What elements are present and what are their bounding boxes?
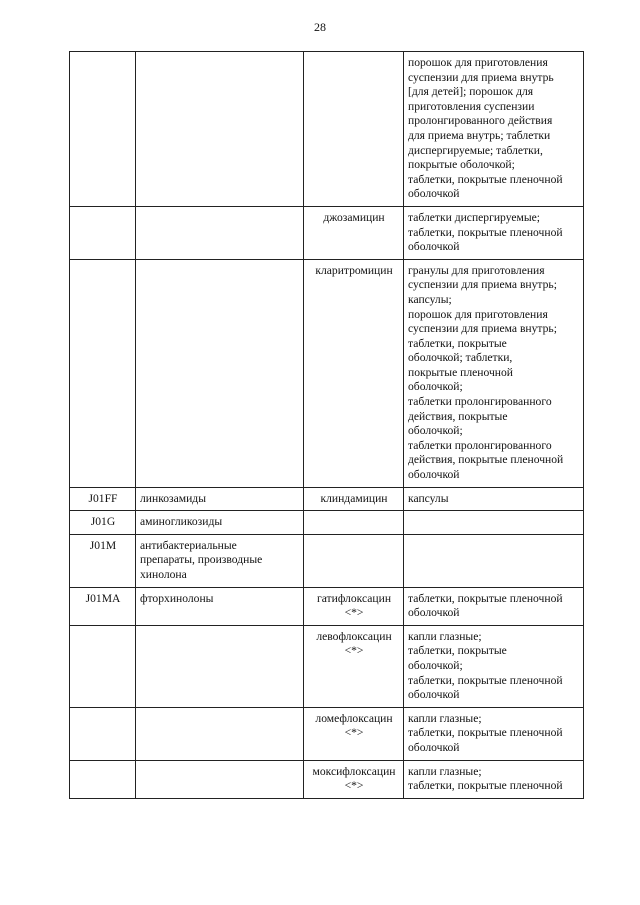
- dosage-forms-line: покрытые пленочной: [408, 365, 513, 379]
- dosage-forms-line: таблетки, покрытые пленочной: [408, 779, 563, 793]
- drug-name-line: <*>: [344, 779, 364, 793]
- table-row: [70, 534, 584, 587]
- dosage-forms-cell: [404, 587, 584, 625]
- dosage-forms-line: оболочкой;: [408, 424, 463, 438]
- dosage-forms-line: таблетки, покрытые пленочной: [408, 726, 563, 740]
- dosage-forms-line: действия, покрытые пленочной: [408, 453, 564, 467]
- drug-name-line: клиндамицин: [320, 491, 388, 505]
- dosage-forms-line: порошок для приготовления: [408, 56, 548, 69]
- drug-name-cell: [304, 760, 404, 798]
- dosage-forms-line: таблетки, покрытые: [408, 336, 507, 350]
- dosage-forms-line: суспензии для приема внутрь;: [408, 278, 557, 292]
- dosage-forms-cell: [404, 534, 584, 587]
- drug-name-line: <*>: [344, 606, 364, 620]
- dosage-forms-line: покрытые оболочкой;: [408, 158, 515, 172]
- dosage-forms-line: таблетки, покрытые пленочной: [408, 673, 563, 687]
- atc-code-cell: [70, 52, 136, 207]
- dosage-forms-line: оболочкой: [408, 187, 460, 201]
- drug-name-line: левофлоксацин: [316, 629, 392, 643]
- medications-table-body: [70, 52, 584, 799]
- group-cell: [136, 259, 304, 487]
- dosage-forms-line: капли глазные;: [408, 764, 482, 778]
- dosage-forms-line: таблетки, покрытые: [408, 644, 507, 658]
- group-line: аминогликозиды: [140, 515, 223, 529]
- group-cell: [136, 206, 304, 259]
- dosage-forms-line: оболочкой; таблетки,: [408, 351, 513, 365]
- drug-name-cell: [304, 52, 404, 207]
- dosage-forms-line: капли глазные;: [408, 629, 482, 643]
- dosage-forms-line: суспензии для приема внутрь: [408, 70, 554, 84]
- dosage-forms-line: капсулы: [408, 491, 449, 505]
- dosage-forms-line: суспензии для приема внутрь;: [408, 322, 557, 336]
- atc-code-cell: J01G: [70, 511, 136, 535]
- group-cell: [136, 534, 304, 587]
- dosage-forms-cell: [404, 206, 584, 259]
- atc-code-cell: J01M: [70, 534, 136, 587]
- drug-name-cell: [304, 259, 404, 487]
- atc-code-cell: J01FF: [70, 487, 136, 511]
- drug-name-line: <*>: [344, 644, 364, 658]
- table-row: [70, 707, 584, 760]
- dosage-forms-line: капли глазные;: [408, 711, 482, 725]
- group-line: хинолона: [140, 568, 187, 581]
- atc-code-cell: [70, 625, 136, 707]
- group-cell: [136, 760, 304, 798]
- drug-name-line: джозамицин: [323, 210, 385, 224]
- group-cell: [136, 587, 304, 625]
- drug-name-cell: [304, 707, 404, 760]
- dosage-forms-line: порошок для приготовления: [408, 307, 548, 321]
- dosage-forms-cell: [404, 625, 584, 707]
- atc-code-cell: J01MA: [70, 587, 136, 625]
- dosage-forms-cell: [404, 487, 584, 511]
- group-line: антибактериальные: [140, 538, 237, 552]
- drug-name-cell: [304, 487, 404, 511]
- table-row: [70, 625, 584, 707]
- dosage-forms-line: оболочкой: [408, 468, 460, 482]
- drug-name-cell: [304, 206, 404, 259]
- dosage-forms-line: оболочкой;: [408, 380, 463, 394]
- dosage-forms-line: таблетки диспергируемые;: [408, 210, 540, 224]
- dosage-forms-cell: [404, 760, 584, 798]
- group-line: линкозамиды: [140, 491, 206, 505]
- group-cell: [136, 52, 304, 207]
- dosage-forms-line: капсулы;: [408, 292, 452, 306]
- drug-name-cell: [304, 534, 404, 587]
- dosage-forms-line: таблетки пролонгированного: [408, 438, 552, 452]
- dosage-forms-line: таблетки пролонгированного: [408, 395, 552, 409]
- dosage-forms-line: действия, покрытые: [408, 409, 508, 423]
- atc-code-cell: [70, 707, 136, 760]
- dosage-forms-line: диспергируемые; таблетки,: [408, 143, 543, 157]
- table-row: [70, 587, 584, 625]
- dosage-forms-line: таблетки, покрытые пленочной: [408, 172, 563, 186]
- dosage-forms-line: оболочкой: [408, 740, 460, 754]
- dosage-forms-line: оболочкой: [408, 606, 460, 620]
- dosage-forms-line: гранулы для приготовления: [408, 263, 545, 277]
- drug-name-cell: [304, 587, 404, 625]
- atc-code-cell: [70, 259, 136, 487]
- table-row: [70, 511, 584, 535]
- drug-name-line: гатифлоксацин: [316, 591, 392, 605]
- medications-table: [69, 51, 584, 799]
- dosage-forms-line: оболочкой: [408, 688, 460, 702]
- atc-code-cell: [70, 760, 136, 798]
- drug-name-line: моксифлоксацин: [312, 764, 396, 778]
- dosage-forms-cell: [404, 707, 584, 760]
- dosage-forms-line: таблетки, покрытые пленочной: [408, 591, 563, 605]
- dosage-forms-line: оболочкой: [408, 240, 460, 254]
- page-number: 28: [314, 20, 326, 34]
- group-cell: [136, 487, 304, 511]
- dosage-forms-cell: [404, 259, 584, 487]
- drug-name-cell: [304, 511, 404, 535]
- dosage-forms-line: приготовления суспензии: [408, 99, 535, 113]
- table-row: [70, 760, 584, 798]
- group-cell: [136, 707, 304, 760]
- table-row: [70, 206, 584, 259]
- group-line: фторхинолоны: [140, 591, 214, 605]
- group-cell: [136, 625, 304, 707]
- group-line: препараты, производные: [140, 553, 263, 567]
- dosage-forms-line: пролонгированного действия: [408, 114, 553, 128]
- dosage-forms-line: для приема внутрь; таблетки: [408, 128, 551, 142]
- table-row: [70, 52, 584, 207]
- group-cell: [136, 511, 304, 535]
- drug-name-line: кларитромицин: [315, 263, 393, 277]
- table-row: [70, 487, 584, 511]
- drug-name-line: <*>: [344, 726, 364, 740]
- dosage-forms-line: таблетки, покрытые пленочной: [408, 225, 563, 239]
- dosage-forms-line: оболочкой;: [408, 658, 463, 672]
- dosage-forms-cell: [404, 52, 584, 207]
- drug-name-cell: [304, 625, 404, 707]
- dosage-forms-cell: [404, 511, 584, 535]
- atc-code-cell: [70, 206, 136, 259]
- dosage-forms-line: [для детей]; порошок для: [408, 85, 534, 99]
- drug-name-line: ломефлоксацин: [315, 711, 393, 725]
- table-row: [70, 259, 584, 487]
